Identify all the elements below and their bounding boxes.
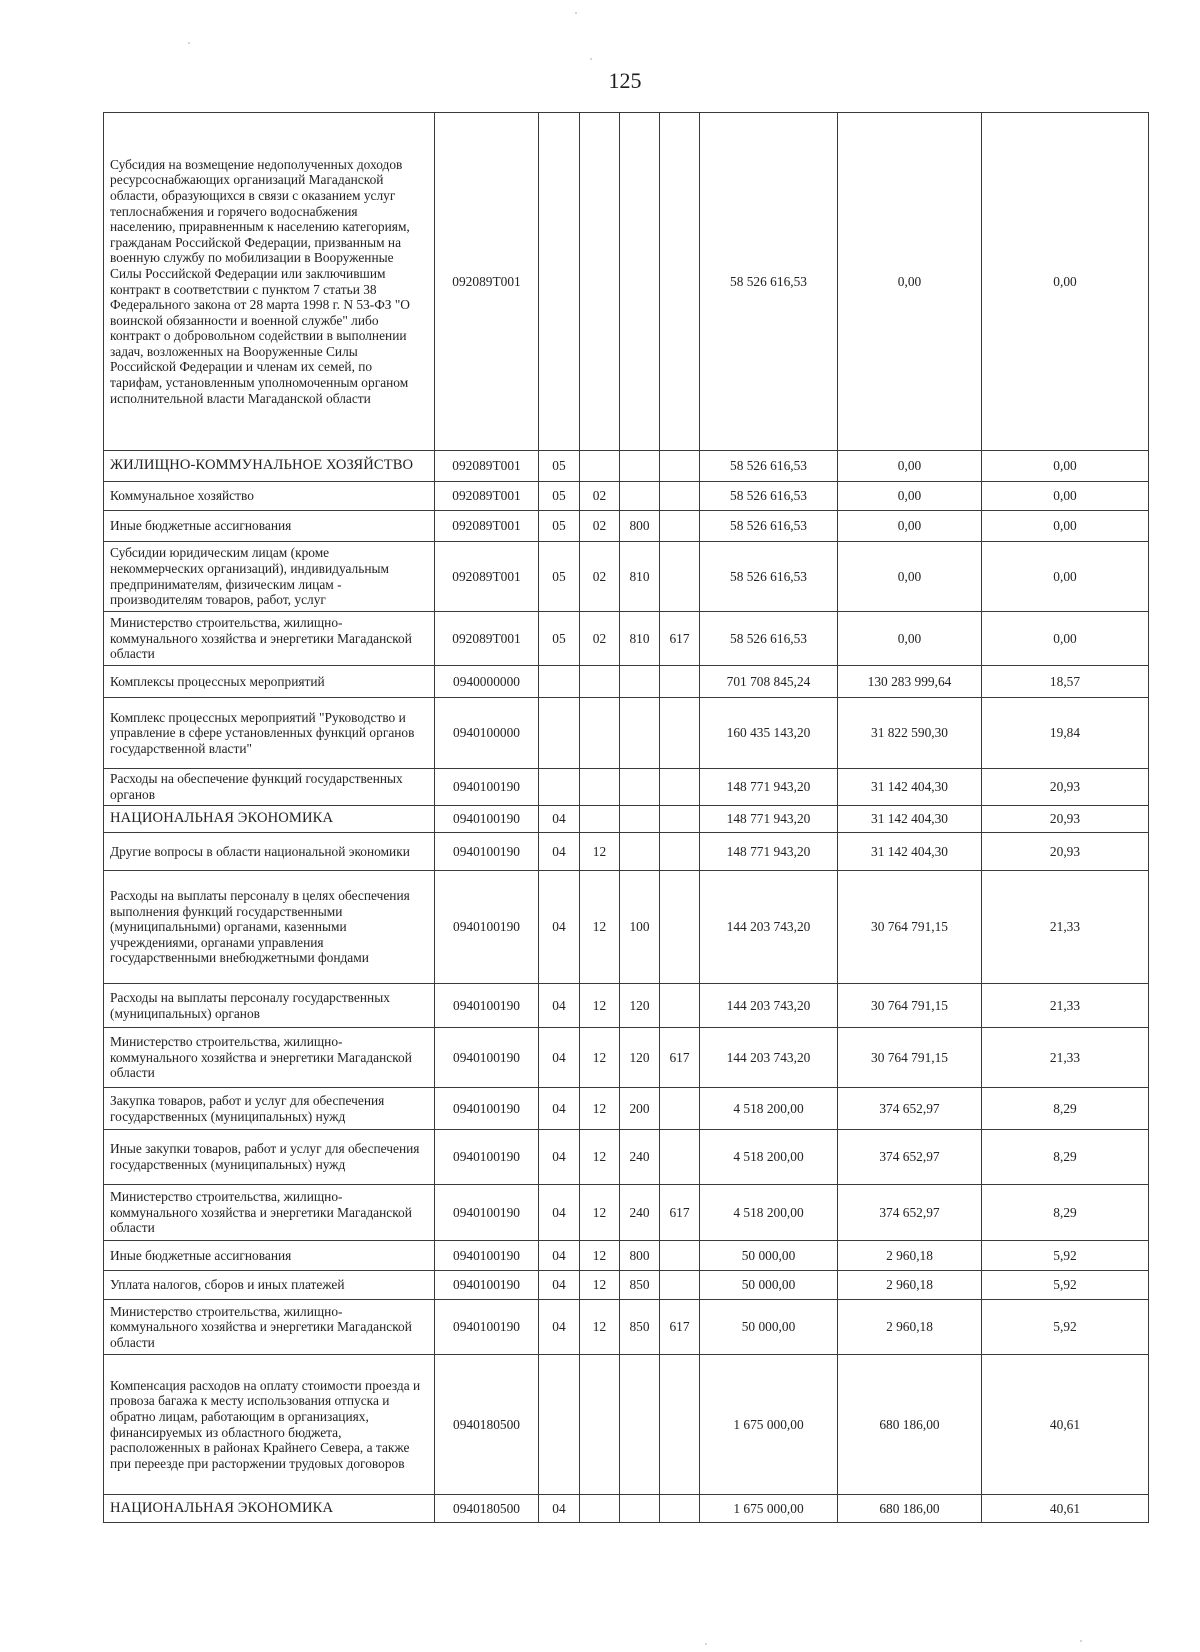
cell-expense-type: 800 — [620, 1241, 660, 1271]
cell-planned: 58 526 616,53 — [700, 482, 838, 511]
cell-expense-type: 120 — [620, 1028, 660, 1088]
cell-name: Министерство строительства, жилищно-коммунального хозяйства и энергетики Магаданской области — [104, 1028, 435, 1088]
cell-executed: 30 764 791,15 — [838, 984, 982, 1028]
table-row — [104, 666, 1149, 698]
cell-expense-type — [620, 451, 660, 482]
cell-budget-manager — [660, 769, 700, 806]
cell-executed: 0,00 — [838, 511, 982, 542]
cell-subsection — [580, 1495, 620, 1523]
cell-expense-type — [620, 1495, 660, 1523]
cell-target-article: 0940100190 — [435, 1241, 539, 1271]
scan-speck — [188, 42, 190, 44]
scan-speck — [1080, 1640, 1082, 1642]
cell-subsection: 12 — [580, 833, 620, 871]
cell-executed: 31 142 404,30 — [838, 769, 982, 806]
cell-percent: 8,29 — [982, 1130, 1149, 1185]
cell-percent: 21,33 — [982, 984, 1149, 1028]
cell-planned: 4 518 200,00 — [700, 1130, 838, 1185]
cell-planned: 148 771 943,20 — [700, 769, 838, 806]
cell-budget-manager: 617 — [660, 1185, 700, 1241]
cell-target-article: 092089Т001 — [435, 511, 539, 542]
cell-executed: 0,00 — [838, 482, 982, 511]
cell-section — [539, 769, 580, 806]
cell-section: 05 — [539, 482, 580, 511]
cell-percent: 20,93 — [982, 769, 1149, 806]
cell-section — [539, 1355, 580, 1495]
cell-planned: 144 203 743,20 — [700, 984, 838, 1028]
cell-subsection: 12 — [580, 1271, 620, 1300]
cell-budget-manager — [660, 113, 700, 451]
cell-planned: 144 203 743,20 — [700, 1028, 838, 1088]
cell-percent: 21,33 — [982, 871, 1149, 984]
cell-budget-manager — [660, 1130, 700, 1185]
cell-expense-type: 810 — [620, 612, 660, 666]
cell-planned: 58 526 616,53 — [700, 451, 838, 482]
cell-subsection: 12 — [580, 1300, 620, 1355]
cell-section — [539, 113, 580, 451]
cell-planned: 58 526 616,53 — [700, 612, 838, 666]
table-body — [104, 113, 1149, 1523]
cell-name: Закупка товаров, работ и услуг для обеспечения государственных (муниципальных) нужд — [104, 1088, 435, 1130]
cell-section: 04 — [539, 984, 580, 1028]
cell-percent: 21,33 — [982, 1028, 1149, 1088]
cell-expense-type: 810 — [620, 542, 660, 612]
cell-name: ЖИЛИЩНО-КОММУНАЛЬНОЕ ХОЗЯЙСТВО — [104, 451, 435, 482]
cell-name: Уплата налогов, сборов и иных платежей — [104, 1271, 435, 1300]
cell-name: Коммунальное хозяйство — [104, 482, 435, 511]
cell-subsection: 02 — [580, 612, 620, 666]
cell-target-article: 092089Т001 — [435, 482, 539, 511]
cell-expense-type — [620, 698, 660, 769]
cell-subsection — [580, 698, 620, 769]
cell-target-article: 0940100190 — [435, 1185, 539, 1241]
cell-planned: 50 000,00 — [700, 1271, 838, 1300]
cell-section: 04 — [539, 806, 580, 833]
cell-section: 05 — [539, 542, 580, 612]
cell-expense-type — [620, 833, 660, 871]
table-row — [104, 511, 1149, 542]
cell-section: 05 — [539, 511, 580, 542]
cell-budget-manager — [660, 984, 700, 1028]
cell-section — [539, 666, 580, 698]
cell-executed: 374 652,97 — [838, 1088, 982, 1130]
scan-speck — [575, 12, 577, 14]
cell-expense-type — [620, 769, 660, 806]
cell-section: 04 — [539, 1185, 580, 1241]
cell-budget-manager — [660, 698, 700, 769]
cell-section: 04 — [539, 1130, 580, 1185]
cell-subsection: 12 — [580, 984, 620, 1028]
cell-planned: 50 000,00 — [700, 1300, 838, 1355]
cell-percent: 19,84 — [982, 698, 1149, 769]
cell-planned: 160 435 143,20 — [700, 698, 838, 769]
cell-planned: 1 675 000,00 — [700, 1495, 838, 1523]
cell-executed: 680 186,00 — [838, 1355, 982, 1495]
cell-budget-manager — [660, 1241, 700, 1271]
cell-name: Субсидия на возмещение недополученных доходов ресурсоснабжающих организаций Магаданской области, образующихся в связи с оказанием услуг теплоснабжения и горячего водоснабжения населению, приравненным к населению категориям, гражданам Российской Федерации, призванным на военную службу по мобилизации в Вооруженные Силы Российской Федерации или заключившим контракт в соответствии с пунктом 7 статьи 38 Федерального закона от 28 марта 1998 г. N 53-ФЗ "О воинской обязанности и военной службе" либо контракт о добровольном содействии в выполнении задач, возложенных на Вооруженные Силы Российской Федерации и членам их семей, по тарифам, установленным уполномоченным органом исполнительной власти Магаданской области — [104, 113, 435, 451]
cell-expense-type: 240 — [620, 1130, 660, 1185]
cell-section: 04 — [539, 1088, 580, 1130]
table-row — [104, 482, 1149, 511]
cell-name: НАЦИОНАЛЬНАЯ ЭКОНОМИКА — [104, 806, 435, 833]
cell-subsection: 12 — [580, 1088, 620, 1130]
cell-target-article: 0940100190 — [435, 871, 539, 984]
cell-target-article: 0940180500 — [435, 1495, 539, 1523]
cell-target-article: 0940100190 — [435, 1271, 539, 1300]
cell-target-article: 0940100190 — [435, 1300, 539, 1355]
cell-name: Министерство строительства, жилищно-коммунального хозяйства и энергетики Магаданской области — [104, 1300, 435, 1355]
cell-subsection — [580, 451, 620, 482]
cell-subsection: 02 — [580, 511, 620, 542]
cell-expense-type — [620, 806, 660, 833]
cell-planned: 50 000,00 — [700, 1241, 838, 1271]
budget-table — [103, 112, 1149, 1523]
cell-budget-manager — [660, 542, 700, 612]
cell-target-article: 0940100190 — [435, 1028, 539, 1088]
cell-name: Министерство строительства, жилищно-коммунального хозяйства и энергетики Магаданской области — [104, 612, 435, 666]
cell-percent: 8,29 — [982, 1088, 1149, 1130]
cell-budget-manager — [660, 833, 700, 871]
cell-expense-type: 200 — [620, 1088, 660, 1130]
cell-target-article: 0940000000 — [435, 666, 539, 698]
cell-budget-manager: 617 — [660, 612, 700, 666]
cell-percent: 0,00 — [982, 511, 1149, 542]
cell-name: Министерство строительства, жилищно-коммунального хозяйства и энергетики Магаданской области — [104, 1185, 435, 1241]
cell-expense-type: 850 — [620, 1271, 660, 1300]
cell-percent: 8,29 — [982, 1185, 1149, 1241]
cell-executed: 374 652,97 — [838, 1130, 982, 1185]
cell-expense-type: 800 — [620, 511, 660, 542]
cell-name: Комплексы процессных мероприятий — [104, 666, 435, 698]
cell-expense-type: 100 — [620, 871, 660, 984]
cell-executed: 0,00 — [838, 542, 982, 612]
cell-target-article: 092089Т001 — [435, 542, 539, 612]
table-row — [104, 1088, 1149, 1130]
table-row — [104, 1495, 1149, 1523]
cell-section: 04 — [539, 1241, 580, 1271]
cell-percent: 5,92 — [982, 1241, 1149, 1271]
cell-target-article: 092089Т001 — [435, 451, 539, 482]
cell-percent: 40,61 — [982, 1355, 1149, 1495]
cell-percent: 0,00 — [982, 113, 1149, 451]
cell-subsection: 12 — [580, 1130, 620, 1185]
cell-executed: 680 186,00 — [838, 1495, 982, 1523]
cell-section — [539, 698, 580, 769]
cell-budget-manager — [660, 451, 700, 482]
cell-name: Расходы на выплаты персоналу государственных (муниципальных) органов — [104, 984, 435, 1028]
table-row — [104, 1271, 1149, 1300]
cell-planned: 701 708 845,24 — [700, 666, 838, 698]
cell-subsection — [580, 113, 620, 451]
cell-percent: 20,93 — [982, 806, 1149, 833]
cell-planned: 58 526 616,53 — [700, 542, 838, 612]
cell-subsection — [580, 769, 620, 806]
cell-budget-manager — [660, 1355, 700, 1495]
cell-expense-type — [620, 1355, 660, 1495]
cell-target-article: 0940100190 — [435, 984, 539, 1028]
cell-planned: 4 518 200,00 — [700, 1185, 838, 1241]
cell-expense-type: 120 — [620, 984, 660, 1028]
cell-executed: 31 142 404,30 — [838, 806, 982, 833]
cell-subsection: 12 — [580, 1185, 620, 1241]
cell-subsection — [580, 806, 620, 833]
cell-expense-type — [620, 482, 660, 511]
cell-executed: 31 142 404,30 — [838, 833, 982, 871]
table-row — [104, 984, 1149, 1028]
cell-executed: 0,00 — [838, 113, 982, 451]
cell-subsection: 12 — [580, 1241, 620, 1271]
cell-planned: 144 203 743,20 — [700, 871, 838, 984]
cell-budget-manager: 617 — [660, 1300, 700, 1355]
cell-name: Иные бюджетные ассигнования — [104, 1241, 435, 1271]
table-row — [104, 698, 1149, 769]
cell-name: Расходы на обеспечение функций государственных органов — [104, 769, 435, 806]
table-row — [104, 1185, 1149, 1241]
cell-executed: 374 652,97 — [838, 1185, 982, 1241]
cell-section: 04 — [539, 1495, 580, 1523]
cell-subsection — [580, 666, 620, 698]
cell-percent: 20,93 — [982, 833, 1149, 871]
cell-target-article: 0940100190 — [435, 833, 539, 871]
cell-expense-type: 240 — [620, 1185, 660, 1241]
cell-budget-manager — [660, 1495, 700, 1523]
cell-budget-manager: 617 — [660, 1028, 700, 1088]
cell-name: Компенсация расходов на оплату стоимости проезда и провоза багажа к месту использования отпуска и обратно лицам, работающим в организациях, финансируемых из областного бюджета, расположенных в районах Крайнего Севера, а также при переезде при расторжении трудовых договоров — [104, 1355, 435, 1495]
cell-section: 04 — [539, 833, 580, 871]
cell-executed: 30 764 791,15 — [838, 1028, 982, 1088]
cell-executed: 2 960,18 — [838, 1271, 982, 1300]
table-row — [104, 769, 1149, 806]
cell-target-article: 092089Т001 — [435, 612, 539, 666]
cell-name: Иные бюджетные ассигнования — [104, 511, 435, 542]
cell-target-article: 0940100000 — [435, 698, 539, 769]
cell-budget-manager — [660, 1088, 700, 1130]
table-row — [104, 871, 1149, 984]
cell-percent: 5,92 — [982, 1271, 1149, 1300]
cell-percent: 0,00 — [982, 542, 1149, 612]
table-row — [104, 1241, 1149, 1271]
cell-name: Комплекс процессных мероприятий "Руководство и управление в сфере установленных функций органов государственной власти" — [104, 698, 435, 769]
cell-section: 05 — [539, 451, 580, 482]
cell-subsection: 12 — [580, 871, 620, 984]
cell-expense-type — [620, 113, 660, 451]
cell-subsection: 02 — [580, 482, 620, 511]
cell-target-article: 092089Т001 — [435, 113, 539, 451]
cell-executed: 2 960,18 — [838, 1241, 982, 1271]
page-number: 125 — [608, 68, 642, 93]
cell-budget-manager — [660, 1271, 700, 1300]
cell-executed: 0,00 — [838, 612, 982, 666]
cell-target-article: 0940100190 — [435, 769, 539, 806]
cell-executed: 31 822 590,30 — [838, 698, 982, 769]
cell-budget-manager — [660, 666, 700, 698]
cell-target-article: 0940100190 — [435, 1130, 539, 1185]
scan-speck — [705, 1643, 707, 1645]
cell-name: Иные закупки товаров, работ и услуг для обеспечения государственных (муниципальных) нужд — [104, 1130, 435, 1185]
cell-planned: 58 526 616,53 — [700, 113, 838, 451]
cell-section: 04 — [539, 1028, 580, 1088]
cell-percent: 18,57 — [982, 666, 1149, 698]
cell-expense-type — [620, 666, 660, 698]
cell-executed: 30 764 791,15 — [838, 871, 982, 984]
cell-percent: 40,61 — [982, 1495, 1149, 1523]
cell-planned: 4 518 200,00 — [700, 1088, 838, 1130]
cell-name: НАЦИОНАЛЬНАЯ ЭКОНОМИКА — [104, 1495, 435, 1523]
cell-name: Субсидии юридическим лицам (кроме некоммерческих организаций), индивидуальным предпринимателям, физическим лицам - производителям товаров, работ, услуг — [104, 542, 435, 612]
scan-speck — [590, 58, 592, 60]
table-row — [104, 1130, 1149, 1185]
cell-budget-manager — [660, 806, 700, 833]
cell-target-article: 0940180500 — [435, 1355, 539, 1495]
cell-subsection: 12 — [580, 1028, 620, 1088]
cell-target-article: 0940100190 — [435, 806, 539, 833]
cell-planned: 1 675 000,00 — [700, 1355, 838, 1495]
cell-percent: 0,00 — [982, 612, 1149, 666]
table-row — [104, 1355, 1149, 1495]
cell-section: 04 — [539, 871, 580, 984]
cell-planned: 148 771 943,20 — [700, 833, 838, 871]
cell-percent: 0,00 — [982, 482, 1149, 511]
cell-percent: 0,00 — [982, 451, 1149, 482]
cell-expense-type: 850 — [620, 1300, 660, 1355]
cell-target-article: 0940100190 — [435, 1088, 539, 1130]
cell-subsection — [580, 1355, 620, 1495]
cell-subsection: 02 — [580, 542, 620, 612]
table-row — [104, 1300, 1149, 1355]
cell-percent: 5,92 — [982, 1300, 1149, 1355]
cell-name: Расходы на выплаты персоналу в целях обеспечения выполнения функций государственными (муниципальными) органами, казенными учреждениями, органами управления государственными внебюджетными фондами — [104, 871, 435, 984]
table-row — [104, 833, 1149, 871]
cell-section: 05 — [539, 612, 580, 666]
table-row — [104, 542, 1149, 612]
cell-name: Другие вопросы в области национальной экономики — [104, 833, 435, 871]
cell-executed: 130 283 999,64 — [838, 666, 982, 698]
cell-planned: 148 771 943,20 — [700, 806, 838, 833]
cell-section: 04 — [539, 1300, 580, 1355]
cell-executed: 0,00 — [838, 451, 982, 482]
table-row — [104, 451, 1149, 482]
cell-section: 04 — [539, 1271, 580, 1300]
cell-budget-manager — [660, 482, 700, 511]
table-row — [104, 806, 1149, 833]
table-row — [104, 612, 1149, 666]
cell-budget-manager — [660, 511, 700, 542]
cell-planned: 58 526 616,53 — [700, 511, 838, 542]
table-row — [104, 1028, 1149, 1088]
cell-executed: 2 960,18 — [838, 1300, 982, 1355]
cell-budget-manager — [660, 871, 700, 984]
table-row — [104, 113, 1149, 451]
